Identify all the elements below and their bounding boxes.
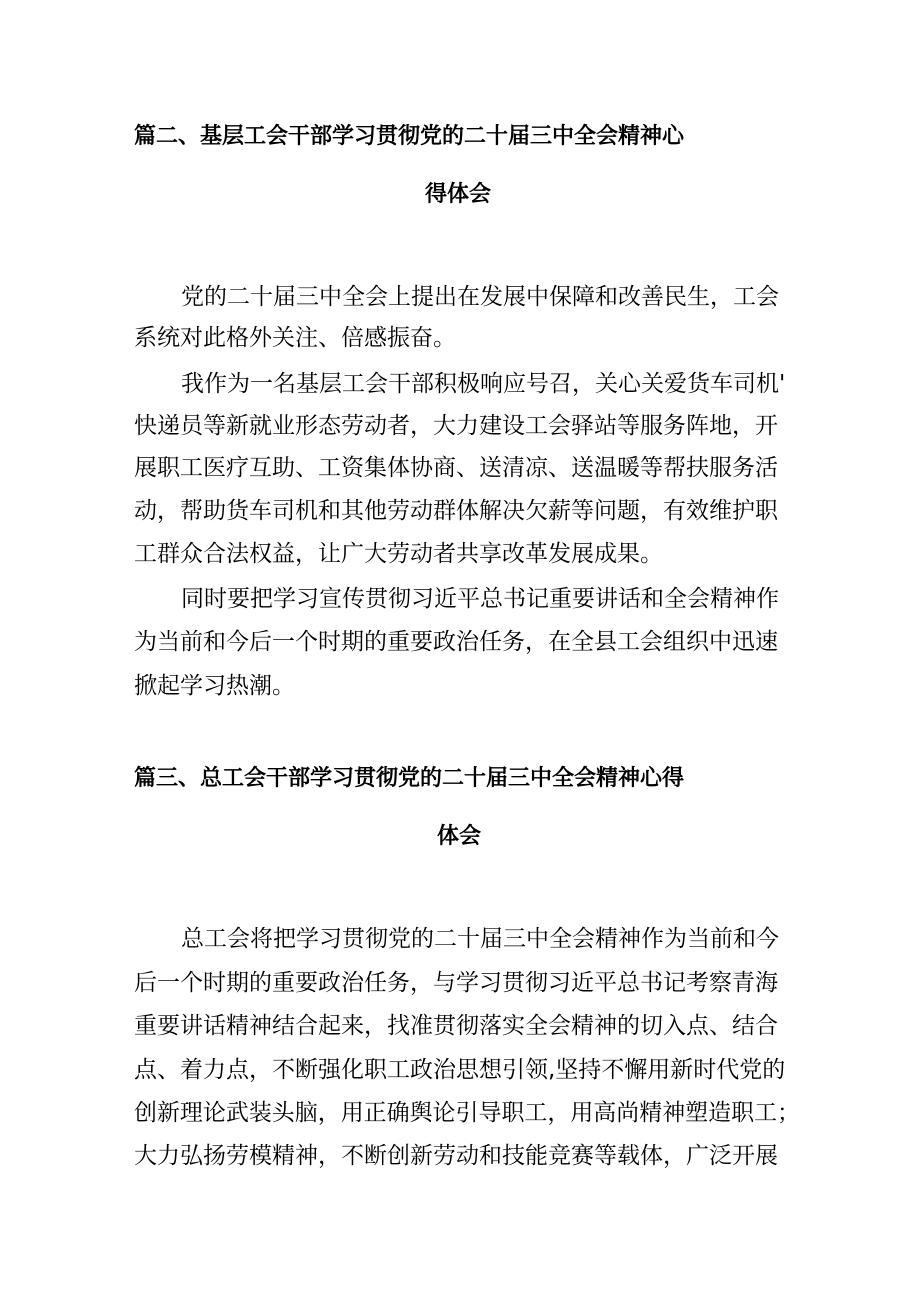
section2-body-line-9: 为当前和今后一个时期的重要政治任务，在全县工会组织中迅速 bbox=[134, 629, 778, 655]
section2-body-line-7: 工群众合法权益，让广大劳动者共享改革发展成果。 bbox=[134, 541, 663, 567]
section2-body-line-8: 同时要把学习宣传贯彻习近平总书记重要讲话和全会精神作 bbox=[181, 586, 779, 612]
section3-body-line-5: 创新理论武装头脑，用正确舆论引导职工，用高尚精神塑造职工； bbox=[134, 1100, 800, 1126]
section2-title-line-2: 得体会 bbox=[425, 182, 492, 207]
section2-body-line-10: 掀起学习热潮。 bbox=[134, 673, 295, 699]
section3-body-line-4: 点、着力点，不断强化职工政治思想引领,坚持不懈用新时代党的 bbox=[134, 1057, 786, 1083]
section3-body-line-2: 后一个时期的重要政治任务，与学习贯彻习近平总书记考察青海 bbox=[134, 970, 778, 996]
section2-body-line-1: 党的二十届三中全会上提出在发展中保障和改善民生，工会 bbox=[181, 284, 779, 310]
section2-body-line-6: 动，帮助货车司机和其他劳动群体解决欠薪等问题，有效维护职 bbox=[134, 498, 778, 524]
section2-body-line-2: 系统对此格外关注、倍感振奋。 bbox=[134, 325, 456, 351]
section3-title-line-1: 篇三、总工会干部学习贯彻党的二十届三中全会精神心得 bbox=[134, 766, 685, 791]
section2-body-line-3: 我作为一名基层工会干部积极响应号召，关心关爱货车司机' bbox=[181, 371, 786, 397]
section2-body-line-4: 快递员等新就业形态劳动者，大力建设工会驿站等服务阵地，开 bbox=[134, 413, 778, 439]
section3-body-line-3: 重要讲话精神结合起来，找准贯彻落实全会精神的切入点、结合 bbox=[134, 1013, 778, 1039]
section3-body-line-6: 大力弘扬劳模精神，不断创新劳动和技能竞赛等载体，广泛开展 bbox=[134, 1143, 778, 1169]
section2-title-line-1: 篇二、基层工会干部学习贯彻党的二十届三中全会精神心 bbox=[134, 124, 685, 149]
section3-title-line-2: 体会 bbox=[437, 824, 482, 849]
section2-body-line-5: 展职工医疗互助、工资集体协商、送清凉、送温暖等帮扶服务活 bbox=[134, 455, 778, 481]
section3-body-line-1: 总工会将把学习贯彻党的二十届三中全会精神作为当前和今 bbox=[181, 926, 779, 952]
